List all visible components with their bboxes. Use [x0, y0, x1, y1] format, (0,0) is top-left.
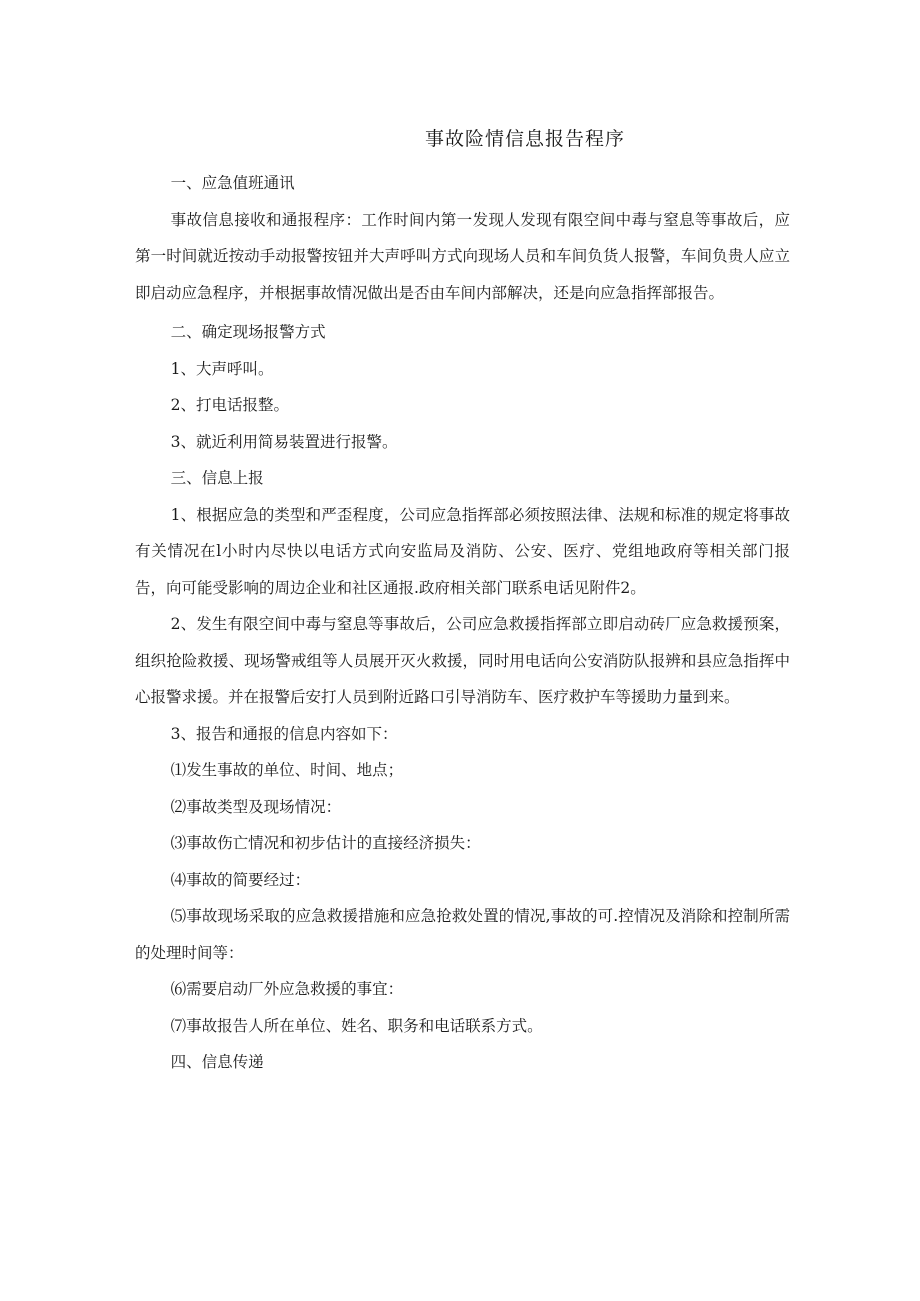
section-3-subitem-5: ⑸事故现场采取的应急救援措施和应急抢救处置的情况,事故的可.控情况及消除和控制所需的处理时间等：: [135, 907, 790, 962]
section-3-paragraph-1: 1、根据应急的类型和严歪程度，公司应急指挥部必须按照法律、法规和标准的规定将事故有关情况在l小时内尽快以电话方式向安监局及消防、公安、医疗、党组地政府等相关部门报告，向可能受影响的周边企业和社区通报.政府相关部门联系电话见附件2。: [135, 505, 790, 597]
section-1-paragraph: 事故信息接收和通报程序：工作时间内第一发现人发现有限空间中毒与窒息等事故后，应第一时间就近按动手动报警按钮并大声呼叫方式向现场人员和车间负货人报警，车间负贵人应立即启动应急程序，并根据事故情况做出是否由车间内部解决，还是向应急指挥部报告。: [135, 210, 790, 302]
section-4-heading: 四、信息传递: [170, 1053, 264, 1071]
section-3-subitem-6: ⑹需要启动厂外应急救援的事宜：: [170, 980, 404, 998]
section-2-item-3: 3、就近利用简易装置进行报警。: [170, 432, 398, 451]
document-body: [135, 165, 790, 1081]
section-2-item-2: 2、打电话报整。: [170, 396, 290, 414]
document-title: 事故险情信息报告程序: [424, 128, 625, 150]
section-3-paragraph-2: 2、发生有限空间中毒与窒息等事故后，公司应急救援指挥部立即启动砖厂应急救援预案，组织抢险救援、现场警戒组等人员展开灭火救援，同时用电话向公安消防队报辨和县应急指挥中心报警求援。并在报警后安打人员到附近路口引导消防车、医疗救护车等援助力量到来。: [135, 615, 790, 706]
section-3-subitem-7: ⑺事故报告人所在单位、姓名、职务和电话联系方式。: [170, 1016, 543, 1035]
section-2-heading: 二、确定现场报警方式: [170, 323, 326, 341]
section-3-subitem-2: ⑵事故类型及现场情况：: [170, 797, 342, 816]
section-3-subitem-1: ⑴发生事故的单位、时间、地点；: [170, 761, 404, 779]
section-1-heading: 一、应急值班通讯: [170, 174, 295, 192]
section-3-subitem-3: ⑶事故伤亡情况和初步估计的直接经济损失：: [170, 834, 481, 852]
section-3-subitem-4: ⑷事故的简要经过：: [170, 870, 311, 889]
section-3-heading: 三、信息上报: [170, 469, 264, 487]
section-3-paragraph-3: 3、报告和通报的信息内容如下：: [170, 724, 398, 743]
section-2-item-1: 1、大声呼叫。: [170, 359, 274, 378]
